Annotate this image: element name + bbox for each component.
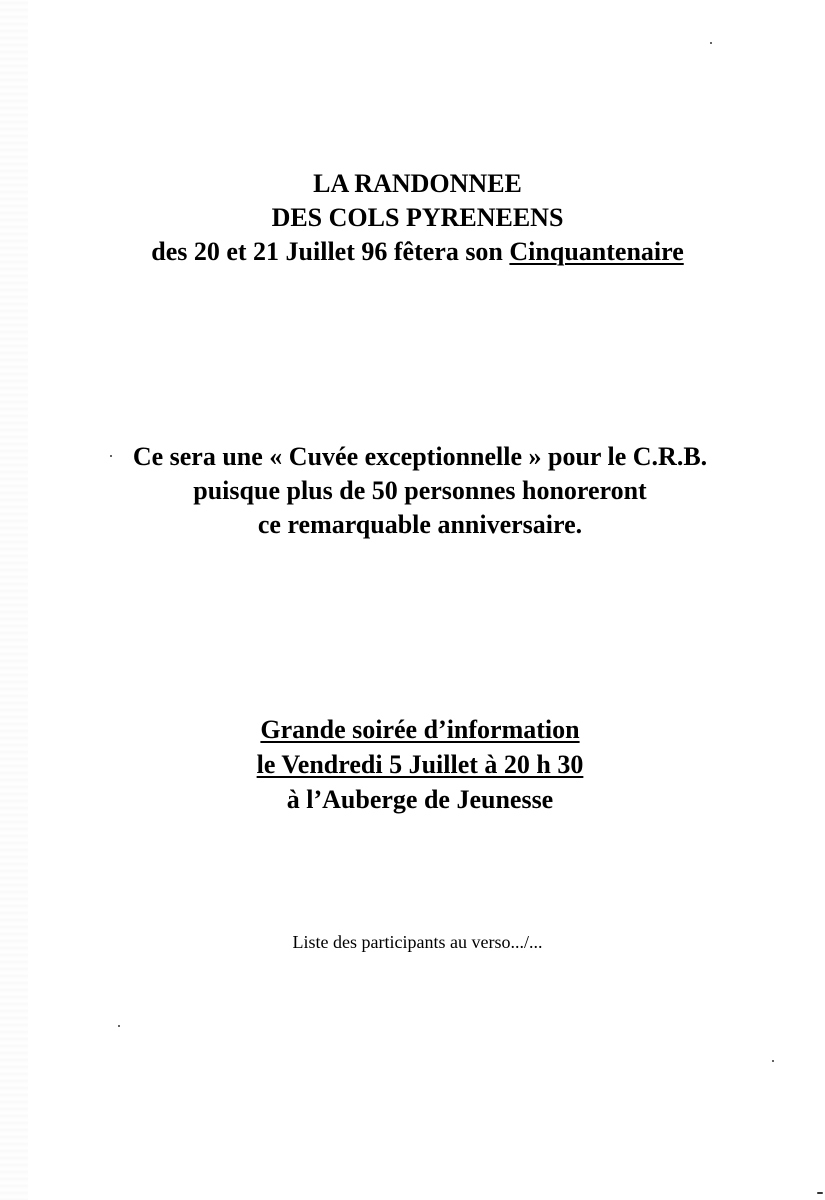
announcement-line-3: ce remarquable anniversaire. [257, 510, 583, 539]
announcement-line-2: puisque plus de 50 personnes honoreront [193, 476, 647, 505]
title-line-3 [0, 235, 825, 269]
event-line-2-text: le Vendredi 5 Juillet à 20 h 30 [256, 750, 584, 779]
scan-speck [710, 42, 712, 44]
event-line-2 [0, 747, 825, 782]
scan-speck [817, 1192, 823, 1194]
announcement-line-1: Ce sera une « Cuvée exceptionnelle » pour le C.R.B. [132, 442, 708, 471]
scan-speck [118, 1025, 120, 1027]
title-line-1: LA RANDONNEE [313, 169, 522, 198]
event-line-1 [0, 712, 825, 747]
event-line-3: à l’Auberge de Jeunesse [286, 785, 554, 814]
event-line-1-text: Grande soirée d’information [260, 715, 580, 744]
announcement-block [0, 440, 825, 542]
title-block [0, 167, 825, 269]
scan-speck [772, 1060, 774, 1062]
title-line-3-prefix: des 20 et 21 Juillet 96 fêtera son [151, 237, 510, 266]
scan-speck [110, 455, 112, 457]
footer-note [0, 930, 825, 954]
footer-note-text: Liste des participants au verso.../... [292, 932, 543, 952]
title-line-3-underlined: Cinquantenaire [509, 237, 684, 266]
event-block [0, 712, 825, 817]
title-line-2: DES COLS PYRENEENS [271, 203, 564, 232]
